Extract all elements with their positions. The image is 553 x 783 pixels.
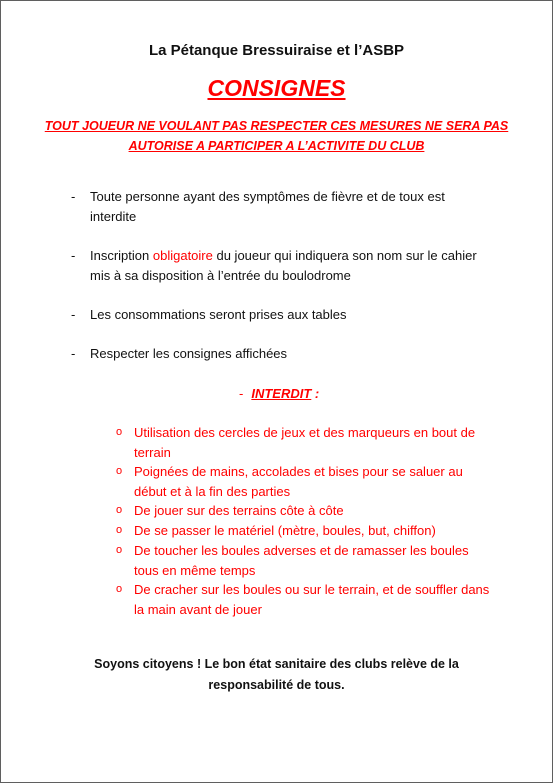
circle-bullet: o [116,504,123,516]
forbidden-item-text: De cracher sur les boules ou sur le terrain, et de souffler dans la main avant de jouer [134,582,490,617]
forbidden-item [116,462,491,501]
rule-text: Les consommations seront prises aux tables [90,307,347,322]
dash-bullet: - [71,307,76,322]
dash-bullet: - [239,386,244,401]
forbidden-item-text: De toucher les boules adverses et de ramasser les boules tous en même temps [134,543,469,578]
forbidden-label: INTERDIT [251,386,312,401]
circle-bullet: o [116,524,123,536]
rule-text-start: Inscription [90,248,153,263]
rule-item [71,246,491,286]
dash-bullet: - [71,346,76,361]
circle-bullet: o [116,426,123,438]
closing-statement: Soyons citoyens ! Le bon état sanitaire des clubs relève de la responsabilité de tous. [94,657,459,692]
forbidden-item [116,423,491,462]
rule-text: Respecter les consignes affichées [90,346,288,361]
forbidden-item-text: De jouer sur des terrains côte à côte [134,503,344,518]
forbidden-item-text: Utilisation des cercles de jeux et des marqueurs en bout de terrain [134,425,476,460]
forbidden-item [116,580,491,619]
rule-text-end: du joueur qui indiquera son nom sur le cahier mis à sa disposition à l’entrée du boulodrome [90,248,477,283]
circle-bullet: o [116,544,123,556]
rule-item [71,187,491,227]
rule-text [90,246,491,286]
forbidden-item [116,521,491,541]
forbidden-item [116,501,491,521]
forbidden-item-text: De se passer le matériel (mètre, boules, but, chiffon) [134,523,436,538]
document-title: La Pétanque Bressuiraise et l’ASBP [148,42,405,59]
circle-bullet: o [116,583,123,595]
forbidden-heading [239,384,319,404]
forbidden-item-text: Poignées de mains, accolades et bises pour se saluer au début et à la fin des parties [134,464,463,499]
rule-text: Toute personne ayant des symptômes de fièvre et de toux est interdite [90,189,445,224]
obligatoire-highlight: obligatoire [152,248,213,263]
circle-bullet: o [116,465,123,477]
dash-bullet: - [71,189,76,204]
dash-bullet: - [71,248,76,263]
warning-notice: TOUT JOUEUR NE VOULANT PAS RESPECTER CES MESURES NE SERA PAS AUTORISE A PARTICIPER A L’ACTIVITE DU CLUB [44,119,509,153]
forbidden-colon: : [311,386,320,401]
consignes-heading: CONSIGNES [207,75,346,101]
forbidden-item [116,541,491,580]
rule-item [71,344,491,364]
rule-item [71,305,491,325]
